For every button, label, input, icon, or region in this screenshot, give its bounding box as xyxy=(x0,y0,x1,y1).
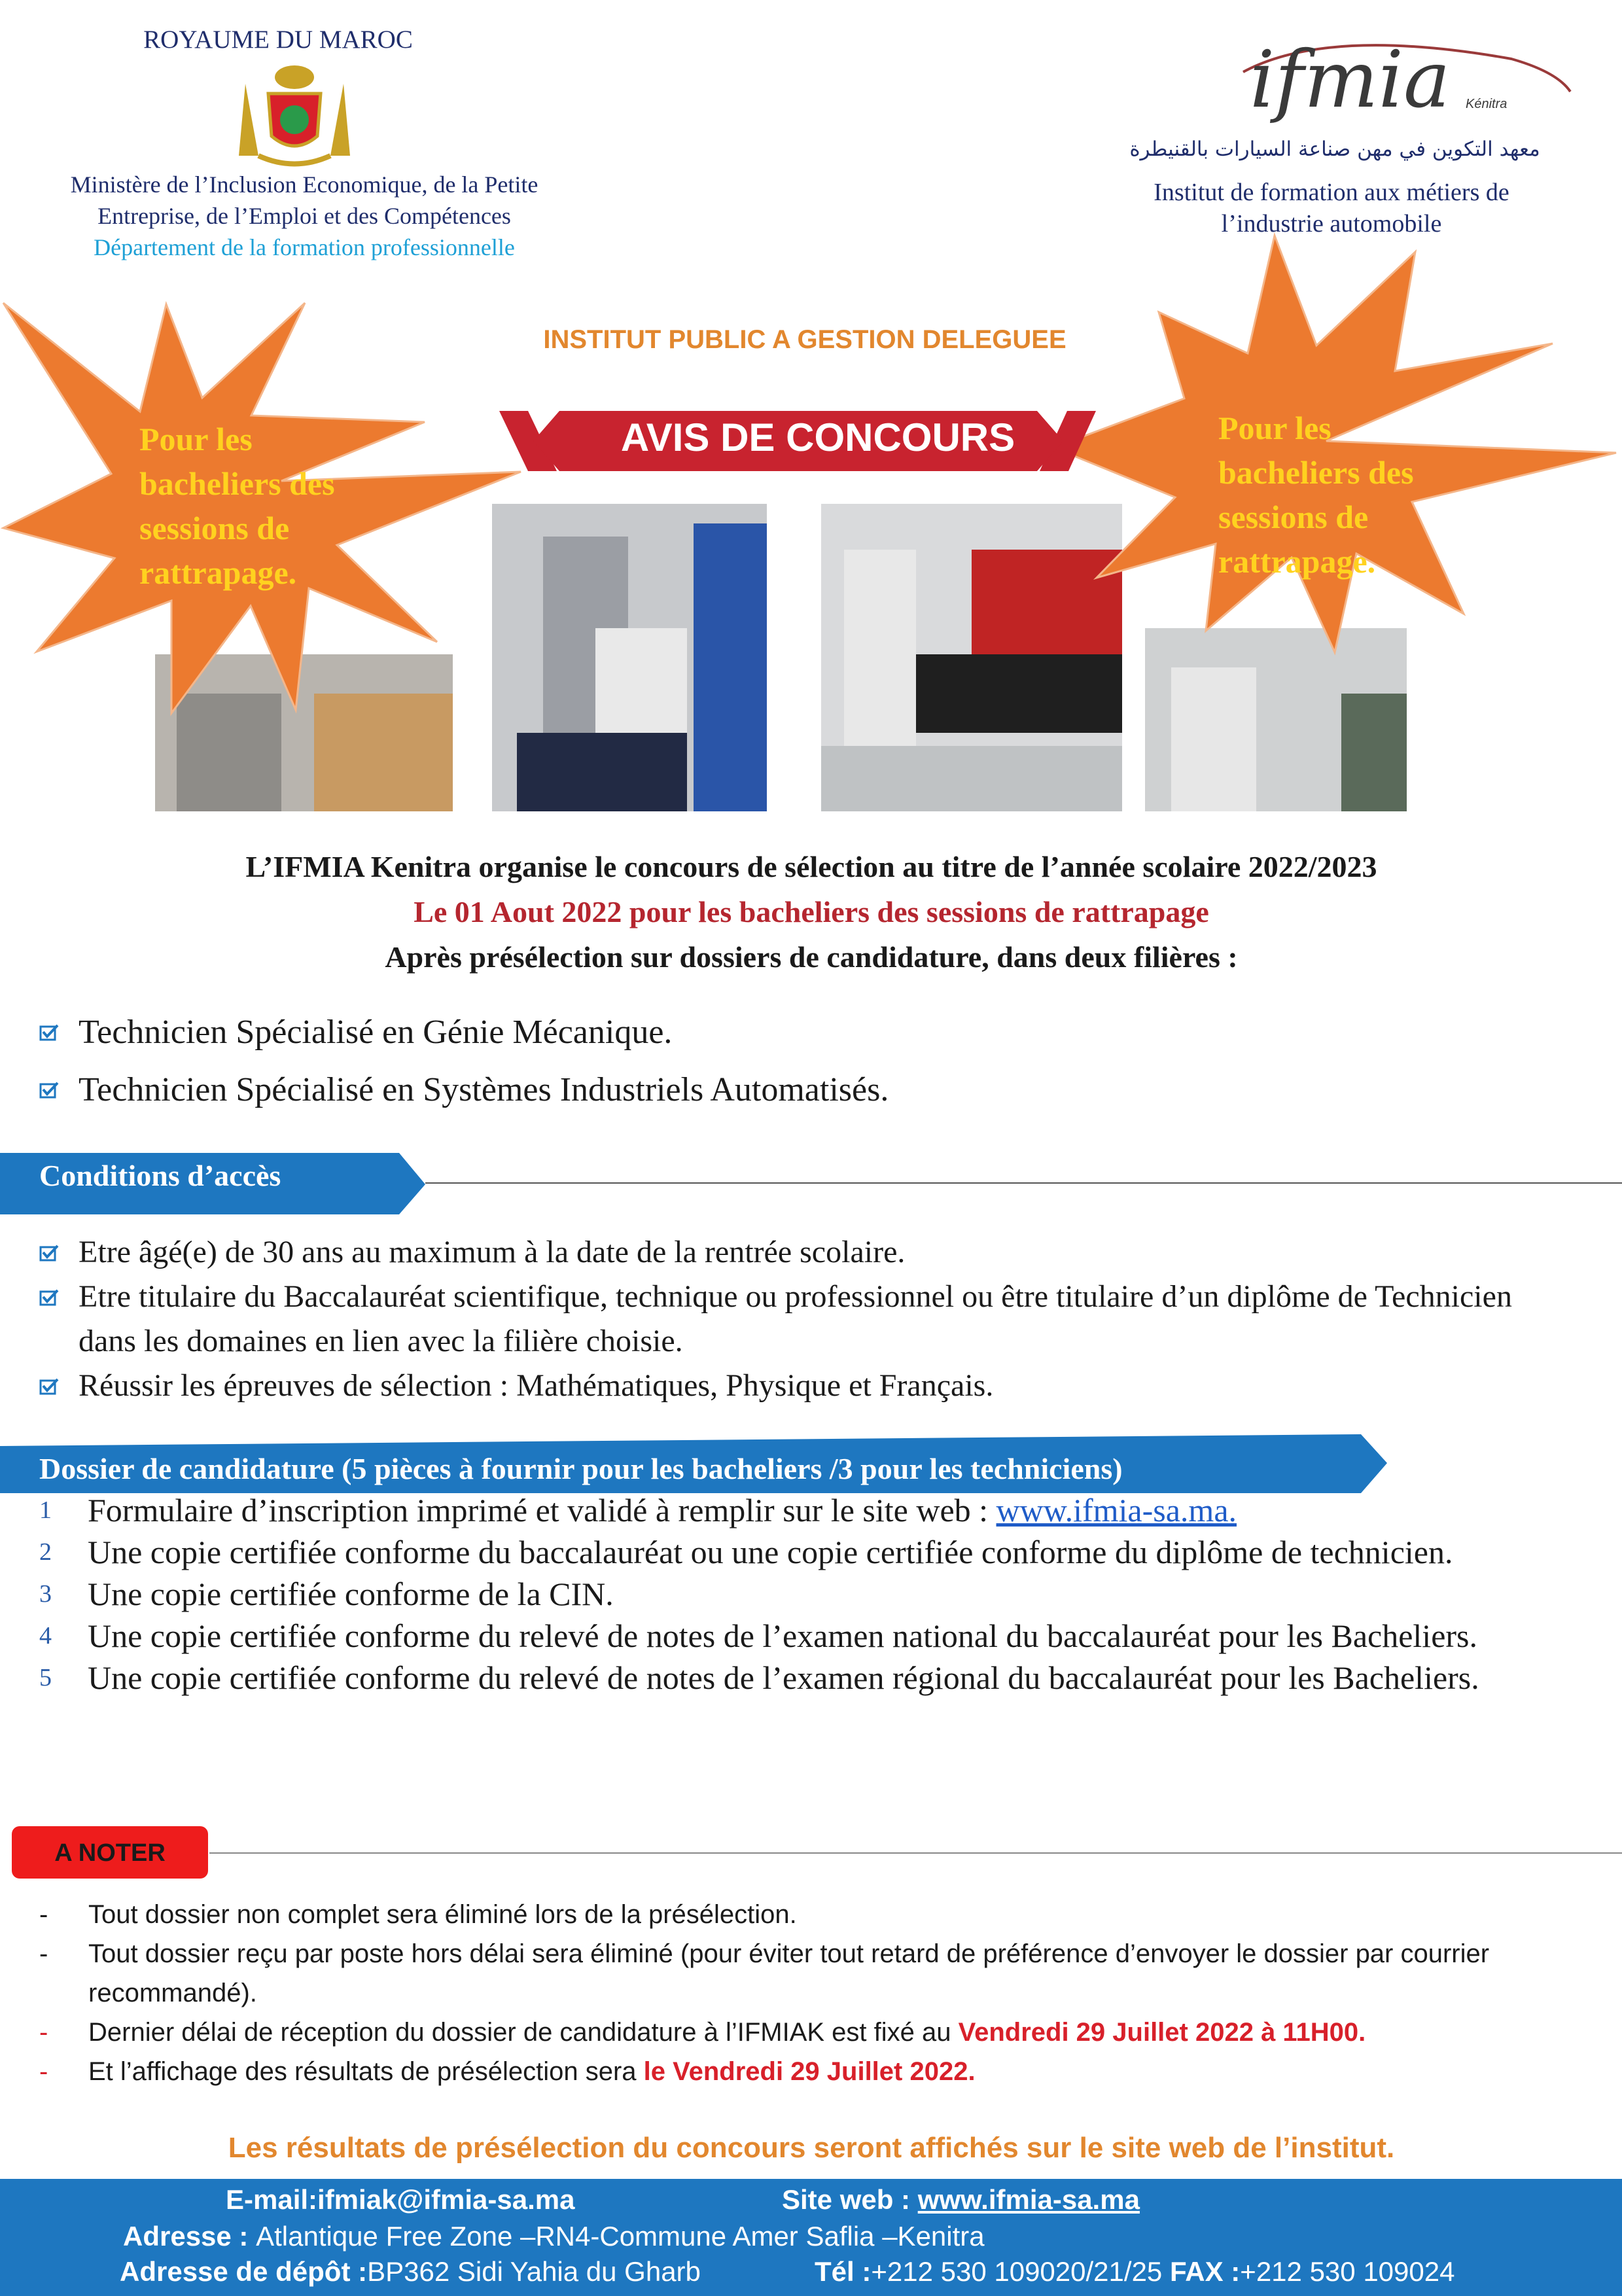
website-link[interactable]: www.ifmia-sa.ma. xyxy=(996,1492,1237,1528)
conditions-title: Conditions d’accès xyxy=(39,1159,281,1192)
dossier-item xyxy=(33,1531,1557,1573)
dossier-item-text: Formulaire d’inscription imprimé et validé à remplir sur le site web : xyxy=(88,1492,996,1528)
starburst-left-line-3: sessions de xyxy=(139,510,290,546)
starburst-right-line-1: Pour les xyxy=(1218,410,1331,446)
institute-arabic-name: معهد التكوين في مهن صناعة السيارات بالقنيطرة xyxy=(1129,137,1540,161)
conditions-list xyxy=(39,1230,1544,1408)
condition-item xyxy=(39,1275,1544,1364)
institute-line-2: l’industrie automobile xyxy=(1221,210,1442,238)
department-line: Département de la formation professionnelle xyxy=(94,234,515,260)
intro-line-1: L’IFMIA Kenitra organise le concours de sélection au titre de l’année scolaire 2022/2023 xyxy=(245,850,1377,883)
note-dash: - xyxy=(39,2057,48,2086)
footer-address xyxy=(123,2221,985,2252)
notes-list xyxy=(33,1895,1557,2091)
footer-contact xyxy=(815,2256,1455,2287)
tel-value: +212 530 109020/21/25 xyxy=(871,2256,1170,2287)
starburst-left-text xyxy=(139,417,335,595)
note-text: Et l’affichage des résultats de présélection sera xyxy=(88,2057,644,2086)
starburst-left-line-4: rattrapage. xyxy=(139,554,297,591)
intro-line-3: Après présélection sur dossiers de candidature, dans deux filières : xyxy=(385,940,1238,974)
dossier-item-text: Une copie certifiée conforme du baccalauréat ou une copie certifiée conforme du diplôme de technicien. xyxy=(88,1534,1453,1570)
kingdom-title: ROYAUME DU MAROC xyxy=(143,26,413,54)
note-item xyxy=(33,2013,1557,2052)
dossier-item-number: 1 xyxy=(39,1496,52,1524)
email-label: E-mail: xyxy=(226,2184,318,2215)
filiere-item xyxy=(39,1070,889,1109)
intro-line-2: Le 01 Aout 2022 pour les bacheliers des sessions de rattrapage xyxy=(414,895,1209,928)
note-dash: - xyxy=(39,1900,48,1929)
ministry-line-2: Entreprise, de l’Emploi et des Compétences xyxy=(97,203,511,229)
footer-depot xyxy=(120,2256,701,2287)
dossier-item-number: 5 xyxy=(39,1664,52,1691)
public-institute-label: INSTITUT PUBLIC A GESTION DELEGUEE xyxy=(543,325,1067,354)
checkbox-icon xyxy=(39,1245,59,1262)
condition-text: Etre âgé(e) de 30 ans au maximum à la date de la rentrée scolaire. xyxy=(79,1235,906,1269)
checkbox-icon xyxy=(39,1289,59,1306)
dossier-item-number: 4 xyxy=(39,1622,52,1650)
note-item xyxy=(33,2052,1557,2091)
starburst-right-line-4: rattrapage. xyxy=(1218,543,1376,580)
note-badge: A NOTER xyxy=(12,1826,208,1879)
condition-item xyxy=(39,1364,1544,1408)
fax-label: FAX : xyxy=(1169,2256,1241,2287)
dossier-list xyxy=(33,1489,1557,1699)
condition-text: Réussir les épreuves de sélection : Mathématiques, Physique et Français. xyxy=(79,1368,994,1403)
starburst-right-line-3: sessions de xyxy=(1218,499,1369,535)
fax-value: +212 530 109024 xyxy=(1240,2256,1455,2287)
note-dash: - xyxy=(39,1939,48,1968)
filiere-item xyxy=(39,1013,672,1051)
deadline-date: Vendredi 29 Juillet 2022 à 11H00. xyxy=(958,2018,1366,2047)
checkbox-icon xyxy=(39,1378,59,1395)
dossier-item-text: Une copie certifiée conforme du relevé de notes de l’examen régional du baccalauréat pour les Bacheliers. xyxy=(88,1659,1479,1696)
ifmia-logo xyxy=(1230,20,1577,131)
depot-value: BP362 Sidi Yahia du Gharb xyxy=(367,2256,701,2287)
starburst-right-text xyxy=(1218,406,1414,584)
email-value[interactable]: ifmiak@ifmia-sa.ma xyxy=(317,2184,575,2215)
note-text: Dernier délai de réception du dossier de candidature à l’IFMIAK est fixé au xyxy=(88,2018,959,2047)
starburst-left-line-1: Pour les xyxy=(139,421,253,457)
note-text: Tout dossier non complet sera éliminé lors de la présélection. xyxy=(88,1900,797,1929)
footer xyxy=(0,2179,1622,2296)
starburst-right-line-2: bacheliers des xyxy=(1218,454,1414,491)
banner-title: AVIS DE CONCOURS xyxy=(620,415,1015,459)
filiere-label: Technicien Spécialisé en Génie Mécanique. xyxy=(79,1014,673,1051)
intro-block xyxy=(39,844,1583,980)
dossier-item xyxy=(33,1573,1557,1615)
dossier-item xyxy=(33,1657,1557,1699)
condition-item xyxy=(39,1230,1544,1275)
footer-site xyxy=(782,2184,1140,2216)
note-text: Tout dossier reçu par poste hors délai sera éliminé (pour éviter tout retard de préférence d’envoyer le dossier par courrier recommandé). xyxy=(88,1939,1490,2007)
dossier-item xyxy=(33,1615,1557,1657)
dossier-item-number: 2 xyxy=(39,1538,52,1566)
filiere-label: Technicien Spécialisé en Systèmes Industriels Automatisés. xyxy=(79,1071,889,1108)
note-item xyxy=(33,1895,1557,1934)
results-notice: Les résultats de présélection du concours seront affichés sur le site web de l’institut. xyxy=(228,2132,1395,2164)
site-label: Site web : xyxy=(782,2184,918,2215)
checkbox-icon xyxy=(39,1082,59,1099)
address-value: Atlantique Free Zone –RN4-Commune Amer Saflia –Kenitra xyxy=(256,2221,985,2252)
institute-line-1: Institut de formation aux métiers de xyxy=(1154,179,1509,206)
address-label: Adresse : xyxy=(123,2221,256,2252)
checkbox-icon xyxy=(39,1024,59,1041)
note-dash: - xyxy=(39,2018,48,2047)
tel-label: Tél : xyxy=(815,2256,872,2287)
note-divider xyxy=(0,1852,1622,1854)
results-date: le Vendredi 29 Juillet 2022. xyxy=(643,2057,976,2086)
logo-city: Kénitra xyxy=(1466,97,1507,111)
dossier-item-text: Une copie certifiée conforme de la CIN. xyxy=(88,1576,614,1612)
condition-text: Etre titulaire du Baccalauréat scientifique, technique ou professionnel ou être titulaire d’un diplôme de Technicien dans les domaines en lien avec la filière choisie. xyxy=(79,1279,1512,1358)
logo-wordmark: ifmia xyxy=(1250,35,1451,126)
footer-email xyxy=(226,2184,574,2216)
dossier-item-text: Une copie certifiée conforme du relevé de notes de l’examen national du baccalauréat pour les Bacheliers. xyxy=(88,1617,1477,1654)
note-item xyxy=(33,1934,1557,2013)
starburst-left-line-2: bacheliers des xyxy=(139,465,335,502)
site-link[interactable]: www.ifmia-sa.ma xyxy=(917,2184,1140,2215)
dossier-title: Dossier de candidature (5 pièces à fournir pour les bacheliers /3 pour les techniciens) xyxy=(39,1452,1123,1485)
depot-label: Adresse de dépôt : xyxy=(120,2256,368,2287)
dossier-item xyxy=(33,1489,1557,1531)
royal-emblem-icon xyxy=(232,58,357,169)
ministry-line-1: Ministère de l’Inclusion Economique, de la Petite xyxy=(70,171,538,198)
dossier-item-number: 3 xyxy=(39,1580,52,1608)
